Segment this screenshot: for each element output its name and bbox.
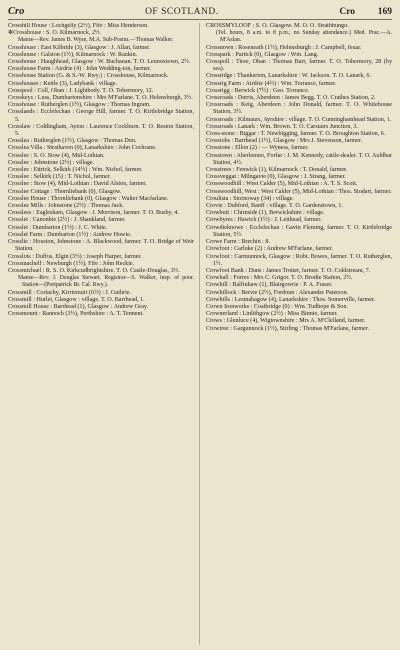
columns [8,23,392,645]
directory-entry: Crosslees : Eaglesham, Glasgow : J. Morrison, farmer. T. O. Busby, 4. [8,210,179,217]
directory-entry: Crossveggat : Milngavie (0), Glasgow : J. Strang, farmer. [206,174,346,181]
directory-entry: Crosslands : Ecclefechan : George Hill, farmer. T. O. Kirtlebridge Station, 5. [8,109,194,123]
directory-entry: Crosshouse : Haughhead, Glasgow : W. Buchanan. T. O. Lennoxtown, 2½. [8,59,191,66]
directory-entry: Crosstobs : Barrhead (1½), Glasgow : Mrs J. Stevenson, farmer. [206,138,363,145]
directory-entry: Crosslee Mills : Johnstone (2½) : Thomas Jack. [8,203,124,210]
directory-entry: Crossroads : Kilmaurs, Ayrshire : village. T. O. Cunninghamhead Station, 1. [206,116,392,123]
directory-entry: CROSSMYLOOF : S. O. Glasgow. M. O. O. Strathbungo. [206,23,349,29]
header-left-keyword: Cro [8,6,25,17]
directory-entry: Crowtree : Gargunnock (1½), Stirling : Thomas M'Farlane, farmer. [206,325,369,332]
header-right-keyword: Cro [339,7,355,17]
directory-entry: Crosslet : Dumbarton (1½) : J. C. White. [8,224,108,231]
directory-entry: Crosslots : Duffus, Elgin (3½) : Joseph Harper, farmer. [8,253,142,260]
directory-entry: Crossmachelf : Newburgh (1½), Fife : John Reckie. [8,260,135,267]
directory-entry: Crosslee : Stow (4), Mid-Lothian : David Alston, farmer. [8,181,147,188]
left-column [8,23,200,645]
directory-entry: Crosslee : Johnstone (2½) : village. [8,159,95,166]
directory-entry: Crowe Farm : Brechin : 8. [206,239,270,246]
directory-entry: Crosstrees : Fenwick (1), Kilmarnock : T. Donald, farmer. [206,167,348,174]
directory-entry: Cross-stone : Biggar : T. Newbigging, farmer. T. O. Broughton Station, 6. [206,131,386,138]
directory-entry: Crowbutt : Chirnside (1), Berwickshire : village. [206,210,325,217]
directory-entry: Crosskeys : Luss, Dumbartonshire : Mrs M'Farlane. T. O. Helensburgh, 3½. [8,95,193,102]
entry-subnote: Manse—Rev. James B. Wyse, M.A. Sub-Postm.—Thomas Walker. [18,37,174,44]
directory-entry: Crosslee House : Thornliebank (0), Glasgow : Walter Macfarlane. [8,195,169,202]
directory-entry: Crossmount : Rannoch (3½), Perthshire : A. T. Tennent. [8,311,144,318]
directory-entry: Crosshouse Farm : Airdrie (4) : John Wedding-ton, farmer. [8,66,151,73]
header-title: OF SCOTLAND. [145,7,219,17]
directory-entry: Crosstown : Aberlemno, Forfar : J. M. Kennedy, cattle-dealer. T. O. Auldbar Station, 4½. [206,152,392,166]
directory-entry: Crosshouses : Kettle (3), Ladybank : village. [8,80,117,87]
entry-subnote: (Tel. hours, 8 a.m. to 8 p.m.; no Sunday attendance.) Med. Prac.—A. M'Aslan. [216,30,392,44]
directory-entry: Crosspool : Coll, Oban : J. Lightbody. T. O. Tobermory, 12. [8,87,154,94]
directory-entry: Crosslaw : Coldingham, Ayton : Laurence Cockburn. T. O. Reston Station, 5. [8,123,194,138]
directory-entry: Crowhall : Forres : Mrs C. Grigor. T. O. Brodie Station, 2½. [206,275,353,282]
directory-entry: Crosswoodhill : West Calder (5), Mid-Lothian : A. T. S. Scott. [206,181,358,188]
directory-entry: Crosslee : Selkirk (15) : T. Nichol, farmer. [8,174,112,181]
directory-entry: Crowfoot : Carluke (2) : Andrew M'Farlane, farmer. [206,246,333,253]
directory-entry: Crossrig Farm : Airdrie (4½) : Wm. Torrance, farmer. [206,80,337,87]
directory-entry: Crowhillock : Bervie (2½), Fordoun : Alexander Paterson. [206,289,349,296]
directory-entry: Crownerland : Linlithgow (2½) : Miss Binnie, farmer. [206,311,338,318]
directory-entry: Crossnown : Roseneath (1½), Helensburgh : J. Campbell, feuar. [206,44,362,51]
directory-entry: Crossroads : Durris, Aberdeen : James Begg. T. O. Crathes Station, 2. [206,95,376,102]
directory-entry: Croulista : Stornoway (34) : village. [206,195,295,202]
directory-entry: Crowdieknowe : Ecclefechan : Gavin Fleming, farmer. T. O. Kirtlebridge Station, 5½. [206,224,392,238]
directory-entry: Crowfoot : Carmunnock, Glasgow : Robt. Bowes, farmer. T. O. Rutherglen, 1½. [206,253,392,267]
directory-entry: Crossmill : Hurlet, Glasgow : village. T. O. Barrhead, 1. [8,296,145,303]
directory-entry: Crossroads : Keig, Aberdeen : John Donald, farmer. T. O. Whitehouse Station, 3½. [206,102,392,116]
directory-entry: Crosslet : Canonbie (2½) : J. Shankland, farmer. [8,217,126,224]
directory-entry: Crosshouse : East Kilbride (3), Glasgow : J. Allan, farmer. [8,44,151,51]
directory-entry: Crowhill : Balfinhaw (1), Blairgowrie : P. A. Fraser. [206,282,333,289]
directory-entry: Crosslee Cottage : Thornliebank (0), Glasgow. [8,188,122,195]
directory-entry: Crowhills : Lesmahagow (4), Lanarkshire : Thos. Somerville, farmer. [206,296,376,303]
header-right [339,7,392,17]
directory-entry: Crowfoot Bank : Duns : James Trotter, farmer. T. O. Coldstream, 7. [206,267,371,274]
page-header [8,6,392,20]
directory-entry: Crows : Glenluce (4), Wigtownshire : Mrs A. M'Clelland, farmer. [206,318,366,325]
directory-entry: Crossridge : Thankerton, Lanarkshire : W. Jackson. T. O. Lanark, 6. [206,73,372,80]
directory-entry: Crowbyres : Hawick (1½) : J. Leithead, farmer. [206,217,322,224]
directory-entry: Crosslee : Ettrick, Selkirk (14½) : Wm. Nichol, farmer. [8,167,143,174]
directory-entry: Crossroads : Lanark : Wm. Brown. T. O. Carstairs Junction, 3. [206,123,358,130]
directory-entry: Crosslea : Rutherglen (1½), Glasgow : Thomas Dun. [8,138,137,145]
directory-entry: Crown Ironworks : Coatbridge (0) : Wm. Tudhope & Son. [206,303,348,310]
directory-entry: Crosshill House : Lochgelly (2½), Fife : Miss Henderson. [8,23,149,29]
directory-entry: Crosslee : S. O. Stow (4), Mid-Lothian. [8,152,105,159]
right-column [206,23,392,645]
directory-entry: Crosspoll : Tiree, Oban : Thomas Barr, farmer. T. O. Tobermory, 28 (by sea). [206,59,392,73]
directory-entry: Crossmill : Cortachy, Kirriemuir (6½) : J. Guthrie. [8,289,131,296]
directory-entry: ✻Crosshouse : S. O. Kilmarnock, 2½. [8,30,102,37]
directory-entry: Crossrigg : Berwick (7½) : Geo. Torrance. [206,87,310,94]
directory-entry: Crosstone : Ellon (2) : — Wyness, farmer. [206,145,309,152]
directory-entry: Crosshouse : Galston (1½), Kilmarnock : W. Rankin. [8,51,138,58]
directory-entry: Crosslet Farm : Dumbarton (1½) : Andrew Howie. [8,231,132,238]
directory-entry: Crossmichael : R. S. O. Kirkcudbrightshire. T. O. Castle-Douglas, 3½. [8,267,180,274]
directory-entry: Crosslea Villa : Strathaven (0), Lanarkshire : John Cochrane. [8,145,157,152]
directory-entry: Crosshouse Station (G. & S.-W. Rwy.) : Crosshouse, Kilmarnock. [8,73,169,80]
directory-entry: Crossmill House : Barrhead (1), Glasgow : Andrew Gray. [8,303,149,310]
directory-entry: Crosslie : Houston, Johnstone : A. Blackwood, farmer. T. O. Bridge of Weir Station. [8,239,194,253]
page-number: 169 [377,7,392,17]
entry-subnote: Manse—Rev. J. Douglas Stewart. Registrar—S. Walker, insp. of poor. Station—(Portpatrick Br. Cal. Rwy.). [18,275,194,289]
directory-entry: Crosspark : Partick (0), Glasgow : Wm. Lang. [206,51,319,58]
directory-entry: Crosshouse : Rutherglen (1½), Glasgow : Thomas Ingram. [8,102,151,109]
directory-entry: Crovie : Dubford, Banff : village. T. O. Gardenstown, 1. [206,203,343,210]
directory-entry: Crosswoodhill, West : West Calder (5), Mid-Lothian : Thos. Stodart, farmer. [206,188,392,195]
